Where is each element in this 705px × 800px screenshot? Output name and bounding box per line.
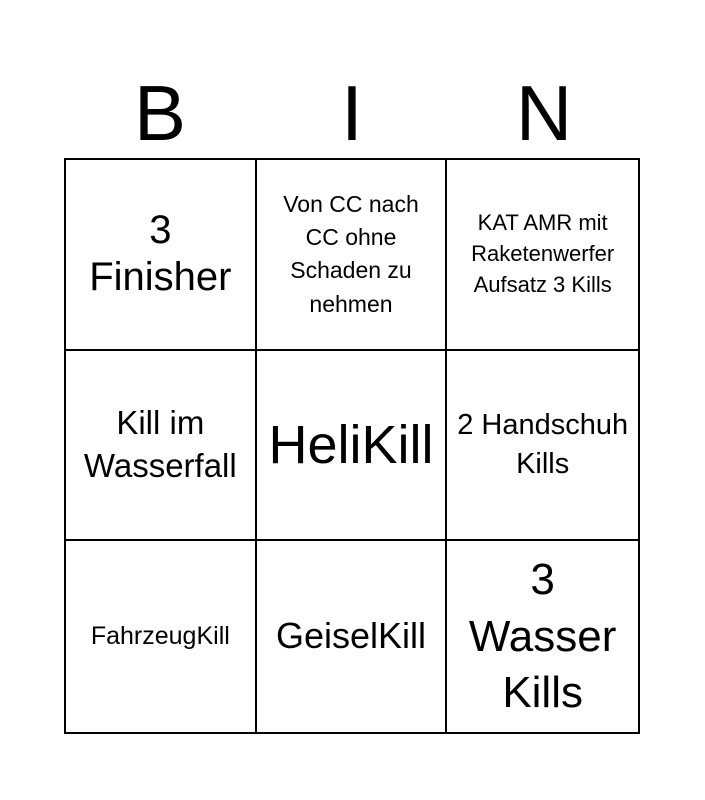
bingo-cell-text: GeiselKill	[275, 615, 427, 657]
bingo-grid	[64, 158, 640, 734]
bingo-cell-2[interactable]	[257, 160, 448, 351]
bingo-cell-3[interactable]	[447, 160, 638, 351]
bingo-cell-1[interactable]	[66, 160, 257, 351]
bingo-header	[64, 70, 640, 156]
bingo-cell-text: Von CC nach CC ohne Schaden zu nehmen	[283, 190, 419, 317]
bingo-cell-text: KAT AMR mit Raketenwerfer Aufsatz 3 Kills	[471, 210, 615, 297]
bingo-cell-text: FahrzeugKill	[90, 621, 230, 650]
bingo-cell-6[interactable]	[447, 351, 638, 542]
bingo-cell-9[interactable]	[447, 541, 638, 732]
bingo-cell-7[interactable]	[66, 541, 257, 732]
bingo-cell-5[interactable]	[257, 351, 448, 542]
bingo-cell-text: 3 Finisher	[89, 208, 232, 300]
bingo-cell-text: HeliKill	[268, 414, 434, 475]
bingo-cell-4[interactable]	[66, 351, 257, 542]
header-letter-i: I	[341, 69, 363, 157]
bingo-cell-8[interactable]	[257, 541, 448, 732]
header-letter-n: N	[515, 69, 573, 157]
bingo-cell-text: 2 Handschuh Kills	[457, 408, 629, 480]
bingo-cell-text: 3 Wasser Kills	[468, 555, 617, 717]
bingo-cell-text: Kill im Wasserfall	[83, 404, 237, 484]
header-letter-b: B	[133, 69, 187, 157]
